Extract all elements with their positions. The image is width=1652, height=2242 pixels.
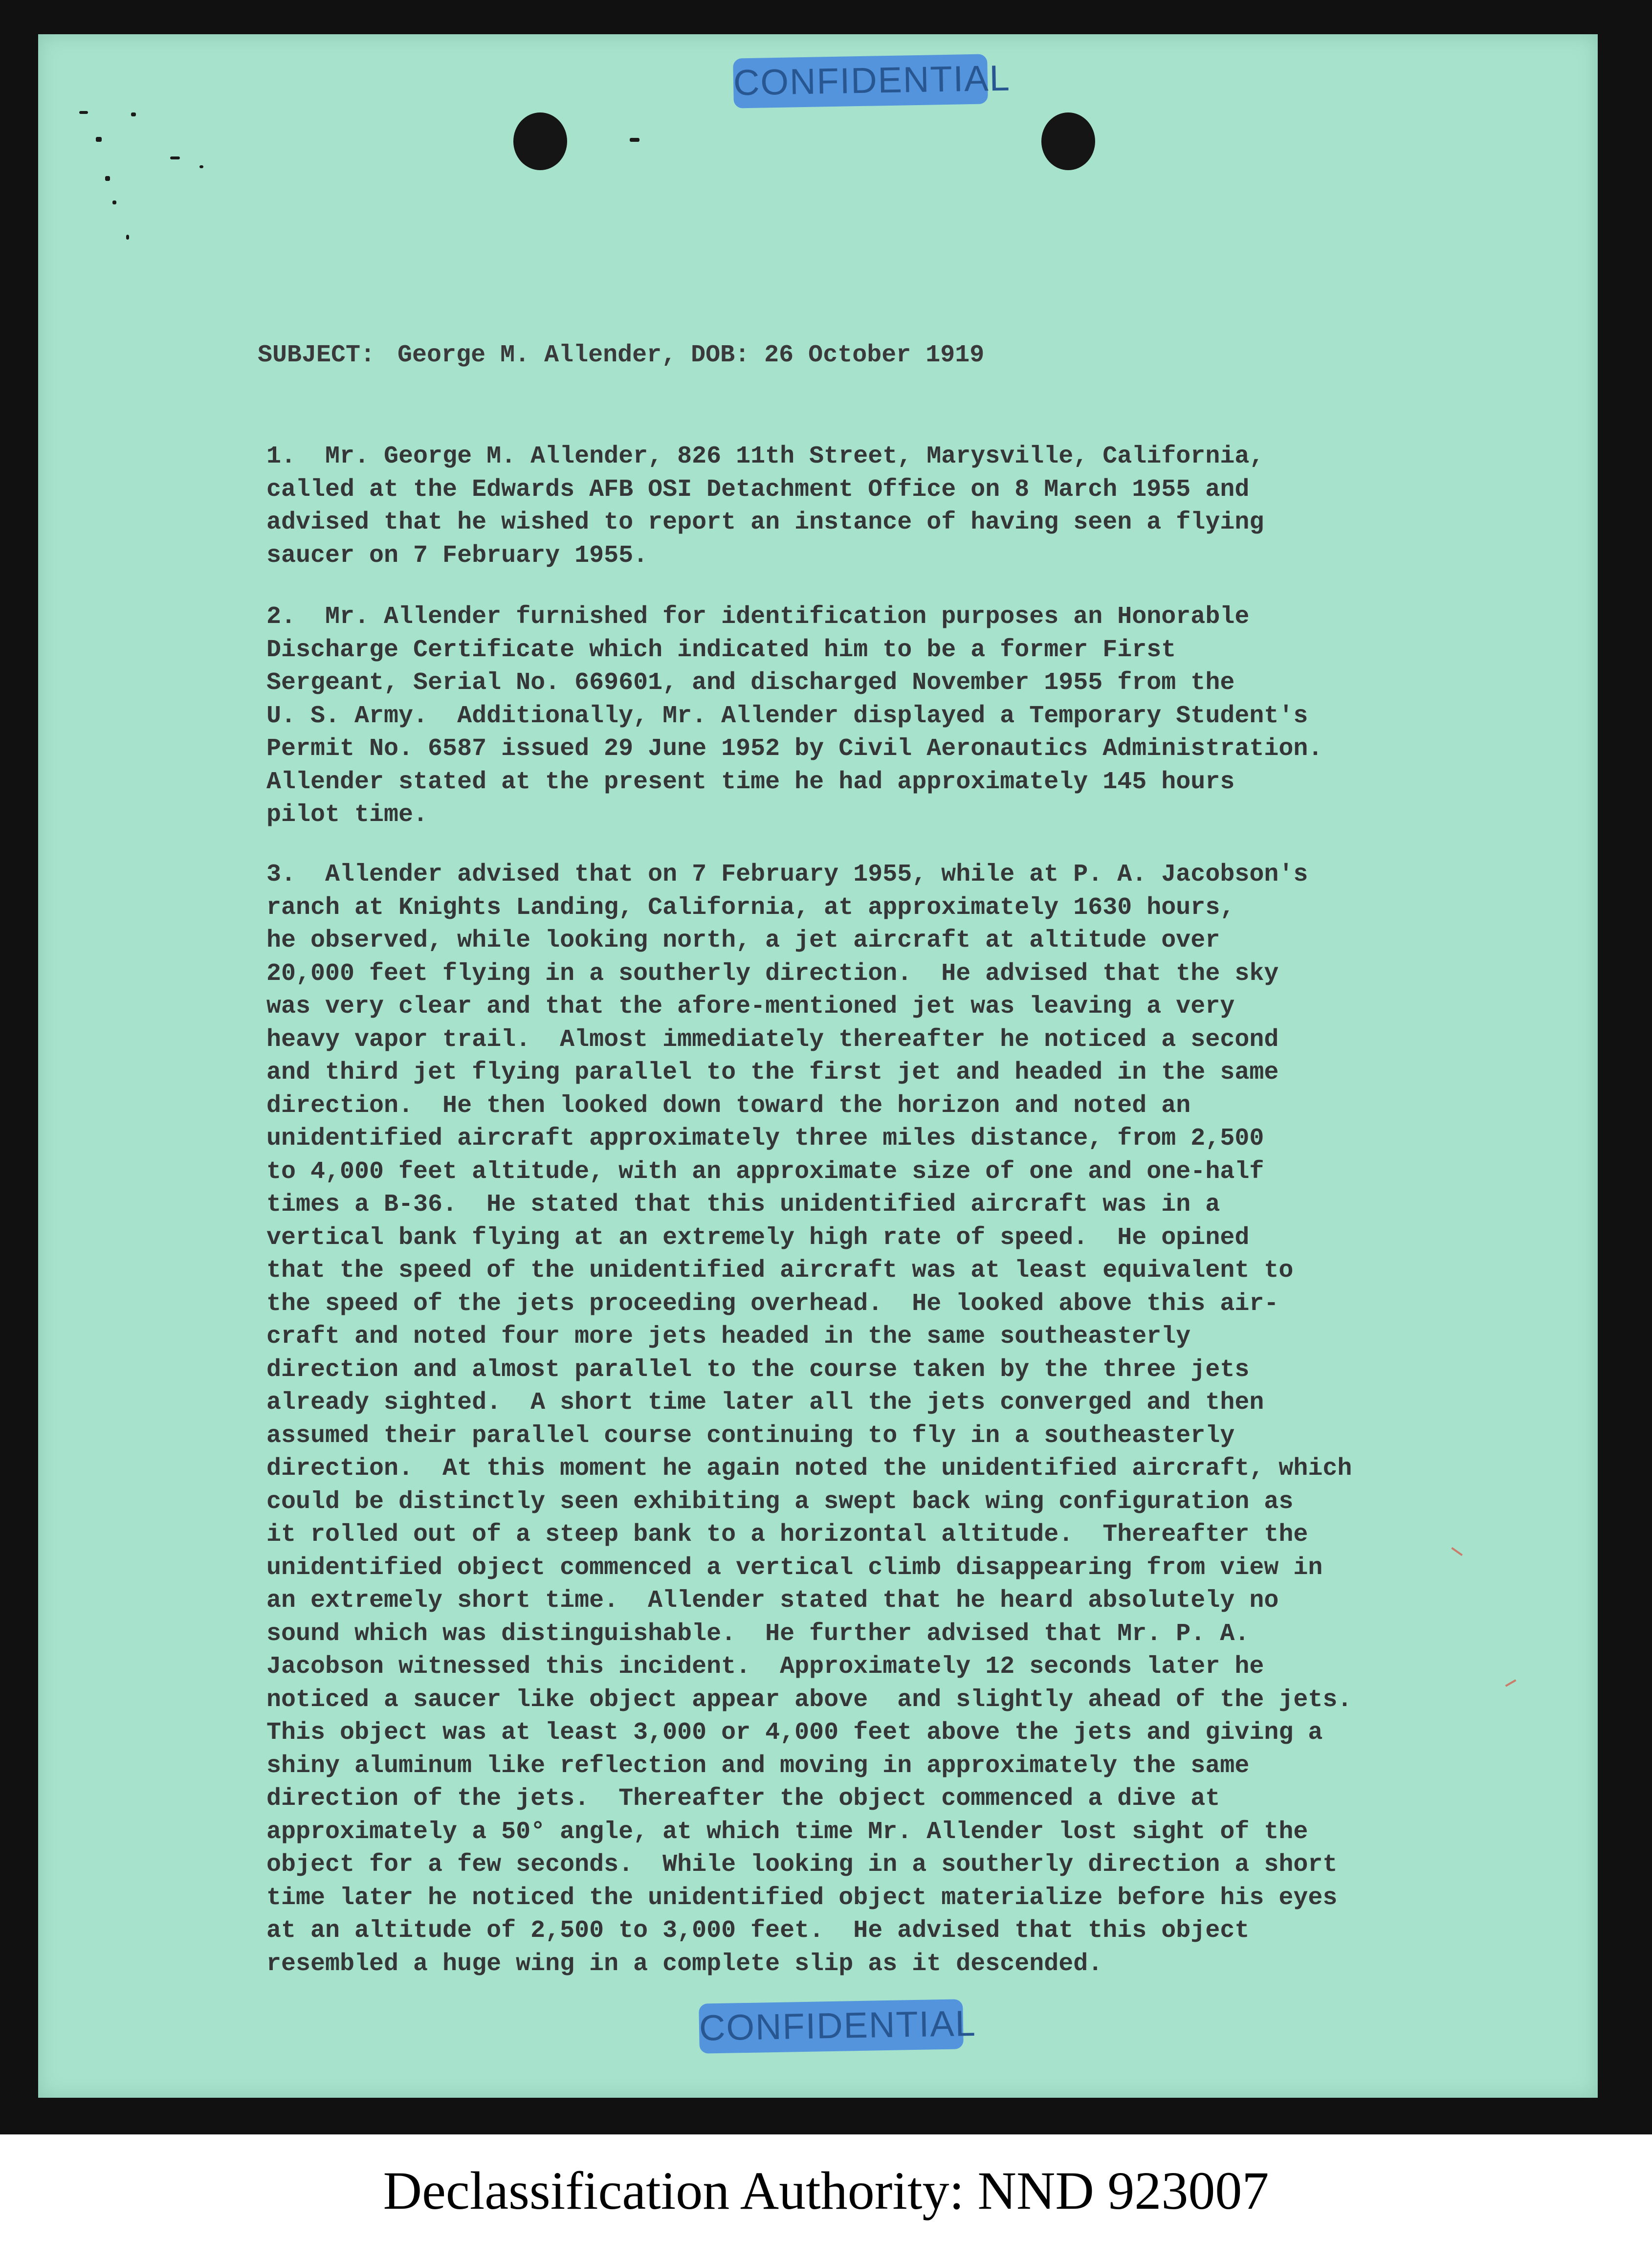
paragraph-line: advised that he wished to report an instance of having seen a flying xyxy=(266,509,1264,536)
paragraph-line: shiny aluminum like reflection and moving in approximately the same xyxy=(266,1752,1250,1780)
subject-line xyxy=(258,336,1187,375)
paragraph-line: times a B-36. He stated that this unidentified aircraft was in a xyxy=(266,1191,1220,1219)
speck xyxy=(79,111,88,114)
paragraph-line: resembled a huge wing in a complete slip as it descended. xyxy=(266,1950,1103,1978)
paragraph-line: direction. He then looked down toward the horizon and noted an xyxy=(266,1091,1191,1120)
paragraph-line: it rolled out of a steep bank to a horizontal altitude. Thereafter the xyxy=(266,1521,1308,1549)
paragraph-line: already sighted. A short time later all the jets converged and then xyxy=(266,1389,1264,1417)
paragraph-line: that the speed of the unidentified aircraft was at least equivalent to xyxy=(266,1257,1294,1285)
paragraph-line: Jacobson witnessed this incident. Approximately 12 seconds later he xyxy=(266,1653,1264,1681)
margin-mark xyxy=(1505,1679,1517,1687)
speck xyxy=(105,176,110,181)
speck xyxy=(112,200,116,204)
paragraph-line: and third jet flying parallel to the first jet and headed in the same xyxy=(266,1059,1279,1087)
paragraph-line: direction and almost parallel to the course taken by the three jets xyxy=(266,1355,1250,1384)
paragraph-line: ranch at Knights Landing, California, at approximately 1630 hours, xyxy=(266,893,1235,922)
paragraph-line: 3. Allender advised that on 7 February 1955, while at P. A. Jacobson's xyxy=(266,861,1308,888)
speck xyxy=(126,235,129,240)
speck xyxy=(96,137,102,142)
paragraph-line: he observed, while looking north, a jet aircraft at altitude over xyxy=(266,927,1220,955)
paragraph-line: object for a few seconds. While looking in a southerly direction a short xyxy=(266,1851,1338,1879)
paragraph-line: called at the Edwards AFB OSI Detachment Office on 8 March 1955 and xyxy=(266,475,1250,504)
paragraph-line: to 4,000 feet altitude, with an approximate size of one and one-half xyxy=(266,1157,1264,1186)
paragraph-line: at an altitude of 2,500 to 3,000 feet. He advised that this object xyxy=(266,1917,1250,1945)
paragraph-3 xyxy=(266,858,1503,1980)
paragraph-2 xyxy=(266,600,1503,832)
confidential-stamp-top: CONFIDENTIAL xyxy=(733,54,988,108)
paragraph-line: Sergeant, Serial No. 669601, and discharged November 1955 from the xyxy=(266,669,1235,697)
speck xyxy=(199,165,203,168)
paragraph-line: was very clear and that the afore-mentioned jet was leaving a very xyxy=(266,993,1235,1021)
declassification-footer: Declassification Authority: NND 923007 xyxy=(383,2161,1269,2220)
paragraph-line: direction. At this moment he again noted the unidentified aircraft, which xyxy=(266,1455,1352,1483)
paragraph-1 xyxy=(266,440,1503,572)
paragraph-line: could be distinctly seen exhibiting a swept back wing configuration as xyxy=(266,1487,1294,1516)
confidential-stamp-bottom: CONFIDENTIAL xyxy=(699,1999,964,2053)
paragraph-line: time later he noticed the unidentified object materialize before his eyes xyxy=(266,1884,1338,1912)
paragraph-line: heavy vapor trail. Almost immediately thereafter he noticed a second xyxy=(266,1025,1279,1054)
paragraph-line: vertical bank flying at an extremely high rate of speed. He opined xyxy=(266,1223,1250,1252)
punch-hole-right xyxy=(1041,112,1095,170)
subject-text: George M. Allender, DOB: 26 October 1919 xyxy=(397,341,985,369)
paragraph-line: sound which was distinguishable. He further advised that Mr. P. A. xyxy=(266,1620,1250,1648)
paragraph-line: This object was at least 3,000 or 4,000 feet above the jets and giving a xyxy=(266,1719,1323,1747)
speck xyxy=(170,156,180,159)
paragraph-line: the speed of the jets proceeding overhead. He looked above this air- xyxy=(266,1289,1279,1318)
paragraph-line: 20,000 feet flying in a southerly direction. He advised that the sky xyxy=(266,959,1279,988)
paragraph-line: Discharge Certificate which indicated him to be a former First xyxy=(266,636,1176,664)
punch-hole-left xyxy=(513,112,567,170)
subject-label: SUBJECT: xyxy=(258,341,375,369)
paragraph-line: U. S. Army. Additionally, Mr. Allender displayed a Temporary Student's xyxy=(266,702,1308,730)
paragraph-line: Permit No. 6587 issued 29 June 1952 by Civil Aeronautics Administration. xyxy=(266,735,1323,763)
paragraph-line: assumed their parallel course continuing to fly in a southeasterly xyxy=(266,1421,1235,1450)
paragraph-line: unidentified aircraft approximately three miles distance, from 2,500 xyxy=(266,1125,1264,1153)
paragraph-line: unidentified object commenced a vertical climb disappearing from view in xyxy=(266,1554,1323,1582)
paragraph-line: 2. Mr. Allender furnished for identification purposes an Honorable xyxy=(266,603,1250,631)
paragraph-line: direction of the jets. Thereafter the object commenced a dive at xyxy=(266,1785,1220,1813)
paragraph-line: approximately a 50° angle, at which time Mr. Allender lost sight of the xyxy=(266,1818,1308,1846)
paragraph-line: saucer on 7 February 1955. xyxy=(266,541,648,570)
paragraph-line: noticed a saucer like object appear above and slightly ahead of the jets. xyxy=(266,1686,1352,1714)
paragraph-line: 1. Mr. George M. Allender, 826 11th Street, Marysville, California, xyxy=(266,443,1264,470)
speck xyxy=(131,112,136,116)
paragraph-line: craft and noted four more jets headed in the same southeasterly xyxy=(266,1323,1191,1351)
paragraph-line: pilot time. xyxy=(266,801,428,829)
paragraph-line: an extremely short time. Allender stated that he heard absolutely no xyxy=(266,1587,1279,1615)
speck xyxy=(630,138,639,142)
paragraph-line: Allender stated at the present time he had approximately 145 hours xyxy=(266,768,1235,796)
